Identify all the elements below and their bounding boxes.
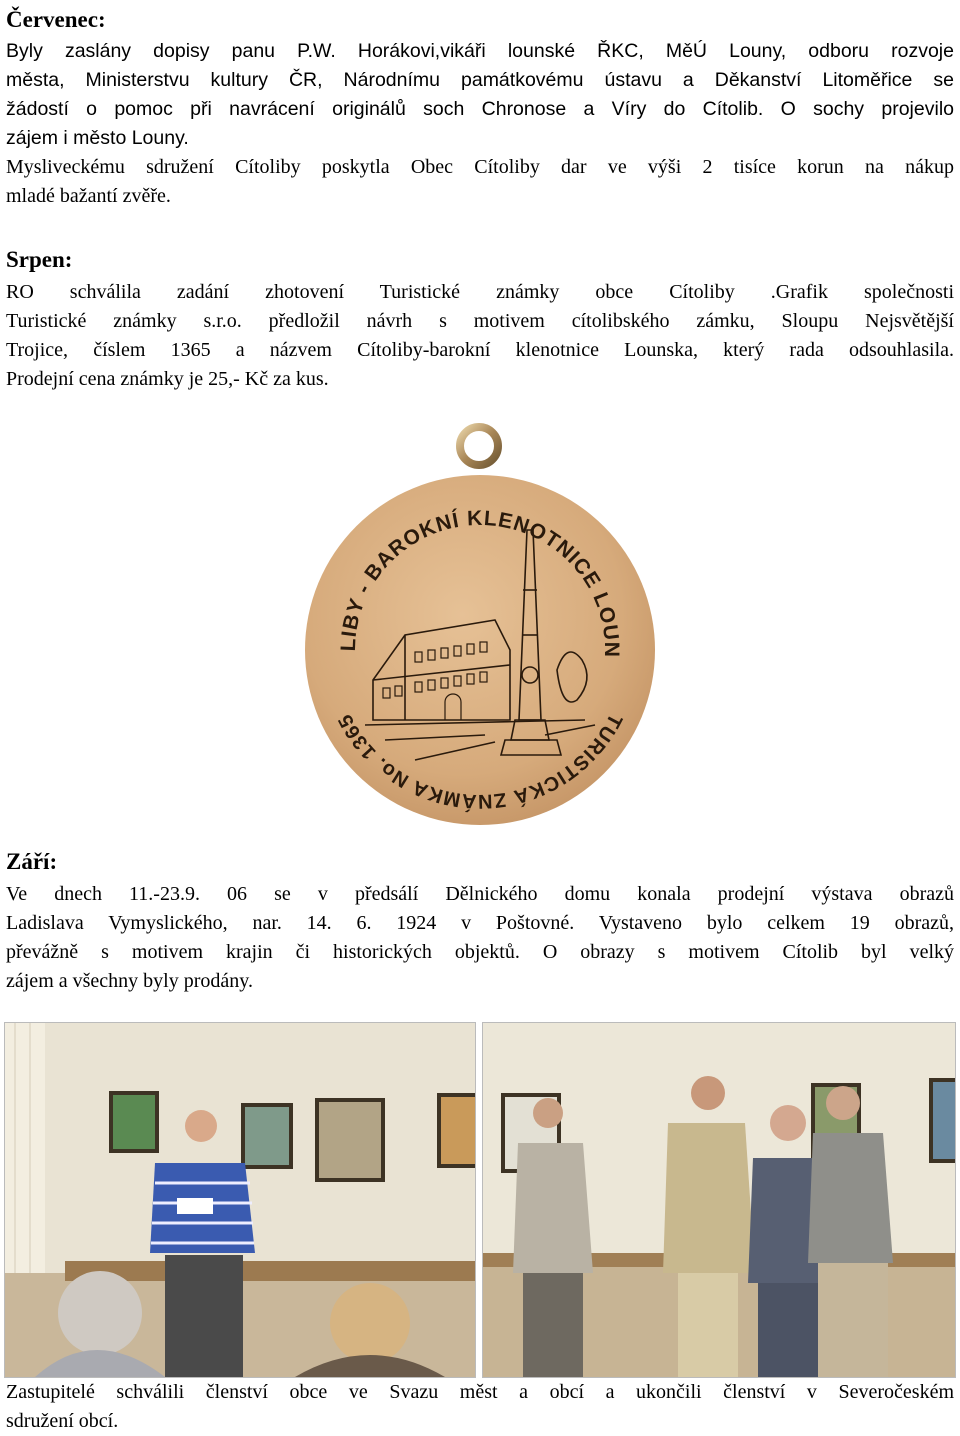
paragraph-srpen (6, 278, 954, 394)
heading-zari: Září: (6, 849, 58, 874)
text-line: Zastupitelé schválili členství obce ve Svazu měst a obcí a ukončili členství v Severočeském (6, 1381, 954, 1403)
heading-cervenec: Červenec: (6, 7, 106, 32)
text-line: zájem i město Louny. (6, 127, 189, 149)
tourist-stamp-medal (295, 420, 665, 830)
paragraph-closing (6, 1378, 954, 1436)
text-line: Trojice, číslem 1365 a názvem Cítoliby-barokní klenotnice Lounska, který rada odsouhlasila. (6, 339, 954, 361)
text-line: mladé bažantí zvěře. (6, 185, 171, 207)
paragraph-myslivci (6, 153, 954, 211)
text-line: Prodejní cena známky je 25,- Kč za kus. (6, 368, 329, 390)
text-line: Byly zaslány dopisy panu P.W. Horákovi,vikáři lounské ŘKC, MěÚ Louny, odboru rozvoje (6, 40, 954, 62)
paragraph-zari (6, 880, 954, 996)
exhibition-photo-speaker (4, 1022, 476, 1378)
text-line: RO schválila zadání zhotovení Turistické známky obce Cítoliby .Grafik společnosti (6, 281, 954, 303)
text-line: sdružení obcí. (6, 1410, 119, 1432)
text-line: města, Ministerstvu kultury ČR, Národnímu památkovému ústavu a Děkanství Litoměřice se (6, 69, 954, 91)
medal-ring (460, 427, 498, 465)
heading-srpen: Srpen: (6, 247, 73, 272)
paragraph-cervenec (6, 37, 954, 153)
text-line: Mysliveckému sdružení Cítoliby poskytla Obec Cítoliby dar ve výši 2 tisíce korun na nákup (6, 156, 954, 178)
text-line: žádostí o pomoc při navrácení originálů soch Chronose a Víry do Cítolib. O sochy projevilo (6, 98, 954, 120)
medal-illustration (295, 420, 665, 830)
text-line: převážně s motivem krajin či historických objektů. O obrazy s motivem Cítolib byl velký (6, 941, 954, 963)
text-line: zájem a všechny byly prodány. (6, 970, 253, 992)
text-line: Turistické známky s.r.o. předložil návrh s motivem cítolibského zámku, Sloupu Nejsvětější (6, 310, 954, 332)
text-line: Ve dnech 11.-23.9. 06 se v předsálí Dělnického domu konala prodejní výstava obrazů (6, 883, 954, 905)
medal-text-top: LIBY - BAROKNÍ KLENOTNICE LOUN (336, 506, 624, 658)
text-line: Ladislava Vymyslického, nar. 14. 6. 1924 v Poštovné. Vystaveno bylo celkem 19 obrazů, (6, 912, 954, 934)
exhibition-photo-visitors (482, 1022, 956, 1378)
medal-text-bottom: TURISTICKÁ ZNÁMKA No. 1365 (333, 709, 627, 813)
